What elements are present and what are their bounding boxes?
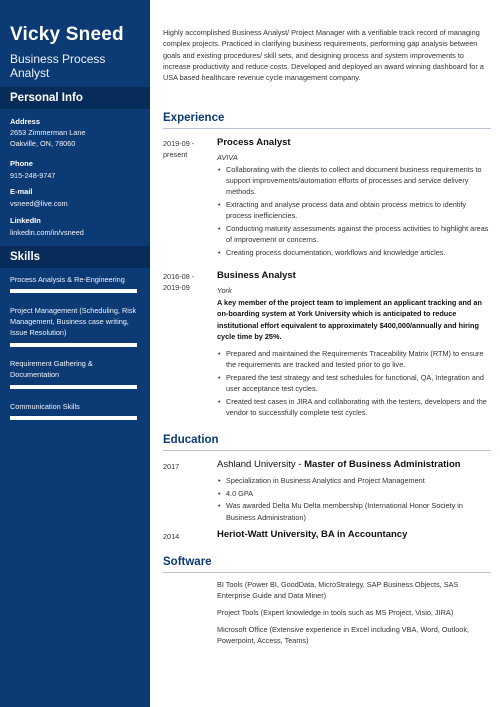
skill-name: Project Management (Scheduling, Risk Management, Business case writing, Issue Resolution) [10,306,137,337]
list-item: • 4.0 GPA [217,488,492,499]
email-value[interactable]: vsneed@live.com [10,199,68,208]
job-org: AVIVA [217,153,238,162]
job-bullets [217,164,492,260]
skill-name: Process Analysis & Re-Engineering [10,275,125,284]
list-item: • Prepared and maintained the Requirements Traceability Matrix (RTM) to ensure the requirements are tracked and tested prior to go live. [217,348,492,370]
email-label: E-mail [10,187,33,196]
section-divider [163,450,491,451]
experience-heading: Experience [163,112,225,124]
skill-bar [10,289,137,293]
skill-bar-fill [10,343,137,347]
job-dates: 2016-08 - 2019-09 [163,272,195,292]
section-divider [163,128,491,129]
phone-value: 915-248-9747 [10,171,56,180]
job-bullets [217,348,492,420]
list-item: • Conducting maturity assessments against the process activities to highlight areas of improvement or concerns. [217,223,492,245]
education-school: Ashland University - [217,459,305,470]
list-item: • Creating process documentation, workflows and knowledge articles. [217,247,492,258]
job-description: A key member of the project team to implement an applicant tracking and an on-boarding system at York University which is anticipated to reduce institutional effort equivalent to approximately $400,000/annually and hiring cycle time by 25%. [217,298,482,341]
phone-label: Phone [10,159,33,168]
list-item: • Extracting and analyse process data and obtain process metrics to identify process inefficiencies. [217,199,492,221]
skill-bar [10,385,137,389]
software-item: Project Tools (Expert knowledge in tools such as MS Project, Visio, JIRA) [217,608,454,617]
education-title [217,529,407,540]
address-value: 2653 Zimmerman Lane Oakville, ON, 78060 [10,128,86,148]
job-org: York [217,286,232,295]
software-item: BI Tools (Power BI, GoodData, MicroStrategy, SAP Business Objects, SAS Enterprise Guide and Data Miner) [217,580,459,601]
education-degree: Heriot-Watt University, BA in Accountancy [217,529,408,540]
skill-bar-fill [10,385,137,389]
list-item: • Collaborating with the clients to collect and document business requirements to support improvements/automation efforts of processes and service delivery methods. [217,164,492,198]
education-degree: Master of Business Administration [304,459,461,470]
candidate-role: Business Process Analyst [10,52,106,80]
list-item: • Prepared the test strategy and test schedules for functional, QA, Integration and user acceptance test cycles. [217,372,492,394]
skill-name: Requirement Gathering & Documentation [10,359,93,379]
summary-text: Highly accomplished Business Analyst/ Project Manager with a verifiable track record of managing complex projects. Practiced in clarifying business requirements, performing gap analysis between goals and existing procedures/ skill sets, and designing process and system improvements to increase productivity and reduce costs. Developed and deployed an award winning dashboard for a USA based healthcare revenue cycle management company. [163,28,484,83]
linkedin-label: LinkedIn [10,216,41,225]
list-item: • Specialization in Business Analytics and Project Management [217,475,492,486]
education-title [217,459,461,470]
software-heading: Software [163,556,212,568]
software-item: Microsoft Office (Extensive experience in Excel including VBA, Word, Outlook, Powerpoint, Access, Teams) [217,625,469,646]
skill-name: Communication Skills [10,402,80,411]
education-year: 2017 [163,462,180,471]
education-bullets [217,475,492,524]
skill-bar-fill [10,416,137,420]
skills-heading: Skills [0,246,150,268]
job-dates: 2019-09 - present [163,139,195,159]
candidate-name: Vicky Sneed [10,24,124,45]
list-item: • Was awarded Delta Mu Delta membership (International Honor Society in Business Administration) [217,500,492,522]
list-item: • Created test cases in JIRA and collaborating with the testers, developers and the vendor to successfully complete test cycles. [217,396,492,418]
address-label: Address [10,117,41,126]
education-heading: Education [163,434,219,446]
section-divider [163,572,491,573]
skill-bar [10,416,137,420]
job-title: Process Analyst [217,137,291,148]
education-year: 2014 [163,532,180,541]
skill-bar-fill [10,289,137,293]
linkedin-value[interactable]: linkedin.com/in/vsneed [10,228,84,237]
personal-info-heading: Personal Info [0,87,150,109]
skill-bar [10,343,137,347]
main-content [150,0,500,707]
sidebar [0,0,150,707]
job-title: Business Analyst [217,270,296,281]
